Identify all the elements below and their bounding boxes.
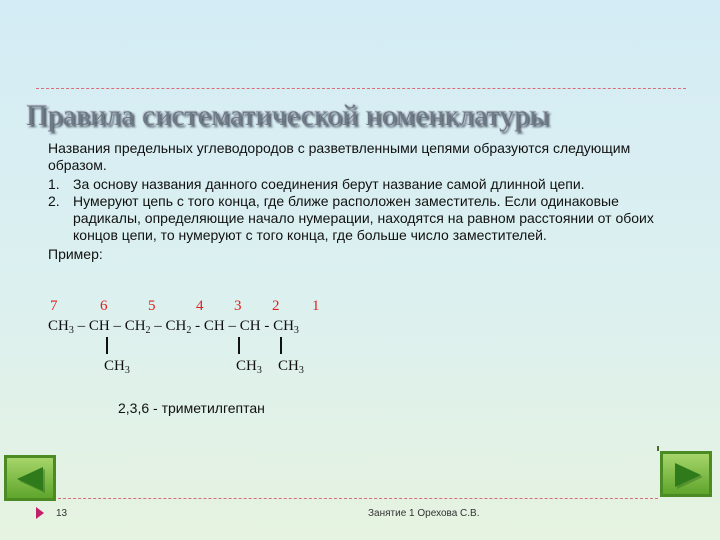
previous-slide-button[interactable]	[4, 455, 56, 501]
rule-item	[48, 176, 688, 193]
branch-methyl: $CH_3$	[236, 358, 262, 376]
locant-7: 7	[50, 298, 58, 314]
locant-6: 6	[100, 298, 108, 314]
rule-text: За основу названия данного соединения берут название самой длинной цепи.	[73, 176, 585, 192]
branch-bond	[280, 337, 282, 354]
rule-number: 2.	[48, 193, 60, 209]
structural-formula	[48, 298, 448, 378]
branch-bond	[238, 337, 240, 354]
compound-name: 2,3,6 - триметилгептан	[118, 400, 265, 416]
rules-list	[48, 176, 688, 244]
corner-mark	[657, 446, 659, 451]
locant-1: 1	[312, 298, 320, 314]
top-divider	[36, 88, 686, 89]
branch-methyl: $CH_3$	[104, 358, 130, 376]
bullet-arrow-icon	[36, 507, 44, 519]
triangle-right-icon	[673, 461, 703, 489]
rule-text: Нумеруют цепь с того конца, где ближе расположен заместитель. Если одинаковые радикалы, определяющие начало нумерации, находятся на равном расстоянии от обоих концов цепи, то нумеруют с того конца, где больше число заместителей.	[73, 193, 654, 243]
locant-3: 3	[234, 298, 242, 314]
slide-title: Правила систематической номенклатуры	[26, 99, 550, 132]
rule-item	[48, 193, 688, 244]
next-slide-button[interactable]	[660, 451, 712, 497]
slide-body	[48, 140, 688, 263]
footer-text: Занятие 1 Орехова С.В.	[368, 508, 480, 519]
bottom-divider	[58, 498, 658, 499]
branch-methyl: $CH_3$	[278, 358, 304, 376]
branch-bond	[106, 337, 108, 354]
triangle-left-icon	[15, 465, 45, 493]
page-number: 13	[56, 508, 68, 519]
intro-text: Названия предельных углеводородов с разветвленными цепями образуются следующим образом.	[48, 140, 631, 173]
example-label: Пример:	[48, 246, 103, 262]
rule-number: 1.	[48, 176, 60, 192]
main-chain: $CH_3$ – CH – $CH_2 - CH_2$ - CH – CH - $CH_3$	[48, 318, 299, 336]
locant-2: 2	[272, 298, 280, 314]
locant-4: 4	[196, 298, 204, 314]
locant-5: 5	[148, 298, 156, 314]
